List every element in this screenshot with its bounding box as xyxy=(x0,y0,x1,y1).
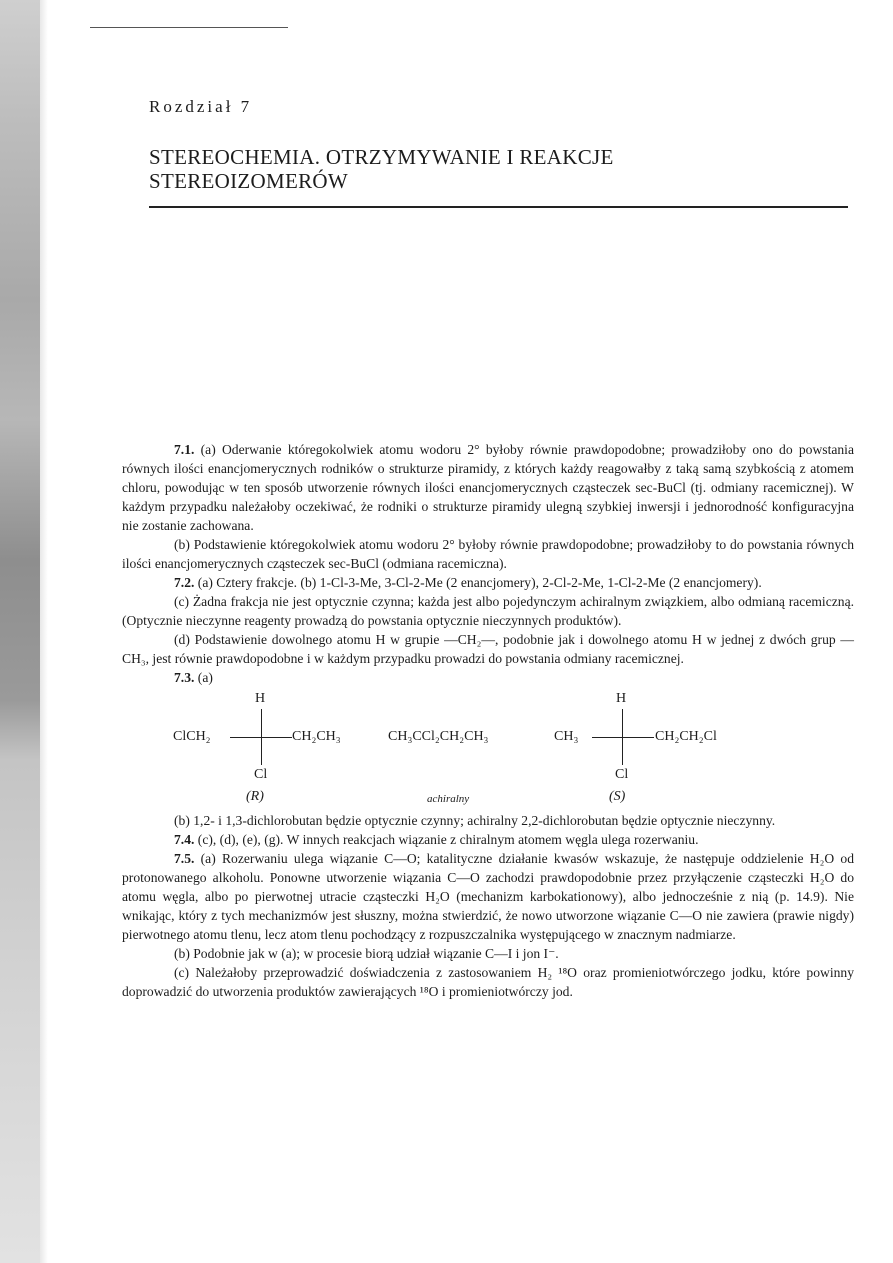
answer-7-3-a xyxy=(122,668,854,687)
structure-1-bottom: Cl xyxy=(254,767,268,782)
answer-number: 7.1. xyxy=(174,442,195,457)
structure-2-formula: CH₃CCl₂CH₂CH₃ xyxy=(388,729,489,744)
structure-1-left: ClCH₂ xyxy=(173,729,211,744)
title-divider xyxy=(149,206,848,208)
structure-3-left: CH₃ xyxy=(554,729,579,744)
answer-7-5-c: (c) Należałoby przeprowadzić doświadczenia z zastosowaniem H₂ ¹⁸O oraz promieniotwórczego jodku, które powinny doprowadzić do utworzenia produktów zawierających ¹⁸O i promieniotwórczy jod. xyxy=(122,965,854,999)
structure-1-right: CH₂CH₃ xyxy=(292,729,341,744)
answer-text: (a) Oderwanie któregokolwiek atomu wodoru 2° byłoby równie prawdopodobne; prowadziłoby ono do powstania równych ilości enancjomerycznych rodników o strukturze piramidy, z których każdy reagowałby z taką samą szybkością z atomem chloru, powodując w ten sposób utworzenie równych ilości enancjomerycznych cząsteczek sec-BuCl (tj. odmiany racemicznej). W każdym przypadku należałoby oczekiwać, że rodniki o strukturze piramidy ulegną szybkiej inwersji i jednorodność konfiguracyjna nie zostanie zachowana. xyxy=(122,442,854,533)
answers-body xyxy=(122,440,854,1001)
scan-gutter xyxy=(0,0,40,1263)
structure-1-label: (R) xyxy=(246,789,264,804)
answer-text: (a) Cztery frakcje. (b) 1-Cl-3-Me, 3-Cl-2-Me (2 enancjomery), 2-Cl-2-Me, 1-Cl-2-Me (2 enancjomery). xyxy=(194,575,762,590)
answer-number: 7.3. xyxy=(174,670,195,685)
structure-3-right: CH₂CH₂Cl xyxy=(655,729,717,744)
structure-1-horizontal-bond xyxy=(230,737,292,738)
structure-1-top: H xyxy=(255,691,266,706)
answer-7-1-a xyxy=(122,440,854,535)
answer-text: (a) Rozerwaniu ulega wiązanie C—O; katalityczne działanie kwasów wskazuje, że następuje oddzielenie H₂O od protonowanego alkoholu. Ponowne utworzenie wiązania C—O zachodzi prawdopodobnie przez przyłączenie cząsteczki H₂O do atomu węgla, albo po pierwotnej utracie cząsteczki H₂O (mechanizm karbokationowy), albo jednocześnie z nią (p. 14.9). Nie wnikając, który z tych mechanizmów jest słuszny, można stwierdzić, że nowo utworzone wiązanie C—O nie zawiera (prawie nigdy) pierwotnego atomu tlenu, lecz atom tlenu pochodzący z rozpuszczalnika występującego w znacznym nadmiarze. xyxy=(122,851,854,942)
answer-text: (a) xyxy=(194,670,213,685)
structure-3-horizontal-bond xyxy=(592,737,654,738)
answer-number: 7.4. xyxy=(174,832,195,847)
top-rule xyxy=(90,27,288,28)
chemical-structures xyxy=(122,689,854,811)
chapter-heading: Rozdział 7 xyxy=(149,97,253,116)
answer-7-3-b: (b) 1,2- i 1,3-dichlorobutan będzie optycznie czynny; achiralny 2,2-dichlorobutan będzie optycznie nieczynny. xyxy=(174,813,776,828)
structure-2-label: achiralny xyxy=(427,793,470,805)
answer-7-5-a xyxy=(122,849,854,944)
answer-text: (c), (d), (e), (g). W innych reakcjach wiązanie z chiralnym atomem węgla ulega rozerwaniu. xyxy=(194,832,699,847)
chapter-title-line-1: STEREOCHEMIA. OTRZYMYWANIE I REAKCJE xyxy=(149,145,614,169)
chapter-title xyxy=(149,145,839,193)
answer-7-1-b: (b) Podstawienie któregokolwiek atomu wodoru 2° byłoby równie prawdopodobne; prowadziłoby to do powstania równych ilości enancjomerycznych cząsteczek sec-BuCl (odmiana racemiczna). xyxy=(122,537,854,571)
answer-7-2-a xyxy=(122,573,854,592)
structure-3-top: H xyxy=(616,691,627,706)
structure-3-label: (S) xyxy=(609,789,626,804)
answer-number: 7.2. xyxy=(174,575,195,590)
answer-7-2-c: (c) Żadna frakcja nie jest optycznie czynna; każda jest albo pojedynczym achiralnym związkiem, albo odmianą racemiczną. (Optycznie nieczynne reagenty prowadzą do powstania optycznie nieczynnych produktów). xyxy=(122,594,854,628)
answer-7-2-d: (d) Podstawienie dowolnego atomu H w grupie —CH₂—, podobnie jak i dowolnego atomu H w jednej z dwóch grup —CH₃, jest równie prawdopodobne i w każdym przypadku prowadzi do powstania odmiany racemicznej. xyxy=(122,632,854,666)
answer-7-5-b: (b) Podobnie jak w (a); w procesie biorą udział wiązanie C—I i jon I⁻. xyxy=(174,946,559,961)
structure-3-bottom: Cl xyxy=(615,767,629,782)
answer-7-4 xyxy=(122,830,854,849)
chapter-title-line-2: STEREOIZOMERÓW xyxy=(149,169,349,193)
scan-gutter-edge xyxy=(40,0,48,1263)
answer-number: 7.5. xyxy=(174,851,195,866)
